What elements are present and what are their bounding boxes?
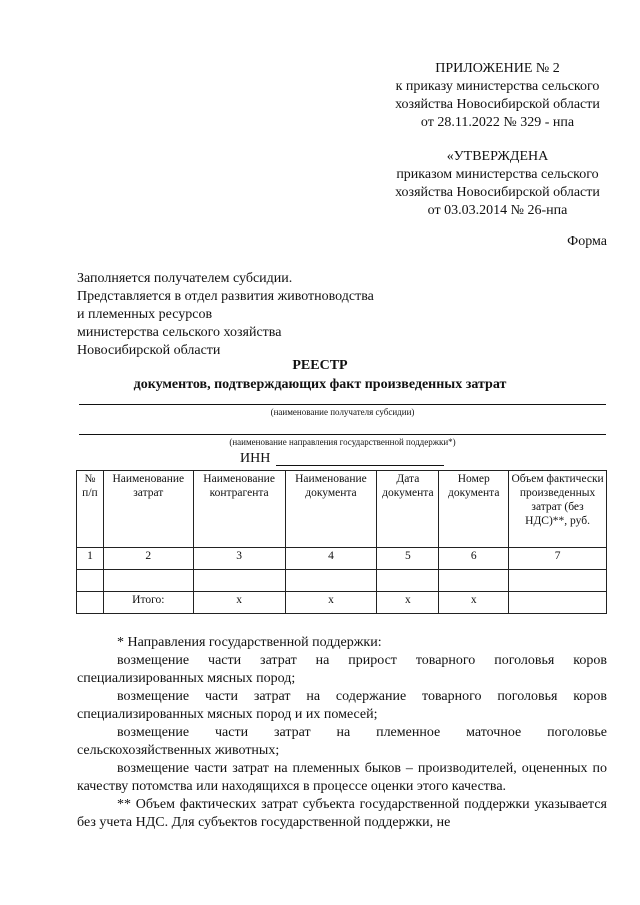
column-number: 5: [377, 548, 439, 570]
appendix-ministry-line: хозяйства Новосибирской области: [395, 97, 600, 112]
approved-ministry-line: хозяйства Новосибирской области: [395, 185, 600, 200]
column-number: 7: [509, 548, 607, 570]
column-header: № п/п: [77, 471, 104, 548]
form-label: Форма: [567, 234, 607, 249]
column-header: Наименование документа: [285, 471, 377, 548]
column-header: Наименование контрагента: [193, 471, 285, 548]
table-cell: [77, 592, 104, 614]
footnote-heading: * Направления государственной поддержки:: [117, 635, 382, 650]
table-cell: х: [377, 592, 439, 614]
registry-table: [76, 470, 607, 614]
table-cell: х: [285, 592, 377, 614]
footnote-item: возмещение части затрат на племенных быков – производителей, оцененных по качеству потомства или находящихся в процессе оценки этого качества.: [77, 761, 607, 794]
inn-field-line: [276, 465, 444, 466]
inn-label: ИНН: [240, 451, 271, 466]
table-header-row: [77, 471, 607, 548]
column-header: Дата документа: [377, 471, 439, 548]
table-cell: [509, 570, 607, 592]
document-subtitle: документов, подтверждающих факт произведенных затрат: [133, 377, 507, 392]
column-number: 3: [193, 548, 285, 570]
total-label: Итого:: [103, 592, 193, 614]
column-header: Номер документа: [439, 471, 509, 548]
footnote-item: возмещение части затрат на прирост товарного поголовья коров специализированных мясных пород;: [77, 653, 607, 686]
intro-line: министерства сельского хозяйства: [77, 325, 282, 340]
column-number: 2: [103, 548, 193, 570]
table-cell: [377, 570, 439, 592]
column-number: 1: [77, 548, 104, 570]
table-cell: [77, 570, 104, 592]
footnote-vat-note: ** Объем фактических затрат субъекта государственной поддержки указывается без учета НДС. Для субъектов государственной поддержки, не: [77, 797, 607, 830]
appendix-order-line: к приказу министерства сельского: [395, 79, 600, 94]
approved-block: [380, 148, 615, 220]
table-cell: [439, 570, 509, 592]
approved-order-line: приказом министерства сельского: [396, 167, 599, 182]
intro-line: и племенных ресурсов: [77, 307, 213, 322]
approved-date-line: от 03.03.2014 № 26-нпа: [427, 203, 568, 218]
table-cell: [103, 570, 193, 592]
intro-line: Заполняется получателем субсидии.: [77, 271, 293, 286]
footnote-item: возмещение части затрат на племенное маточное поголовье сельскохозяйственных животных;: [77, 725, 607, 758]
footnote-item: возмещение части затрат на содержание товарного поголовья коров специализированных мясных пород и их помесей;: [77, 689, 607, 722]
direction-field-line: [79, 434, 606, 435]
table-cell: х: [439, 592, 509, 614]
intro-line: Представляется в отдел развития животноводства: [77, 289, 374, 304]
column-header: Наименование затрат: [103, 471, 193, 548]
approved-title: «УТВЕРЖДЕНА: [446, 149, 549, 164]
table-total-row: [77, 592, 607, 614]
recipient-field-line: [79, 404, 606, 405]
table-cell: [193, 570, 285, 592]
table-cell: х: [193, 592, 285, 614]
table-cell: [509, 592, 607, 614]
table-number-row: [77, 548, 607, 570]
intro-line: Новосибирской области: [77, 343, 221, 358]
footnotes: [77, 634, 607, 832]
table-cell: [285, 570, 377, 592]
table-row: [77, 570, 607, 592]
intro-block: [77, 270, 497, 360]
column-number: 6: [439, 548, 509, 570]
column-number: 4: [285, 548, 377, 570]
column-header: Объем фактически произведенных затрат (без НДС)**, руб.: [509, 471, 607, 548]
direction-caption: (наименование направления государственной поддержки*): [229, 437, 456, 447]
appendix-date-line: от 28.11.2022 № 329 - нпа: [420, 115, 575, 130]
appendix-title: ПРИЛОЖЕНИЕ № 2: [435, 61, 560, 76]
recipient-caption: (наименование получателя субсидии): [270, 407, 415, 417]
appendix-block: [380, 60, 615, 132]
document-title: РЕЕСТР: [292, 358, 348, 373]
